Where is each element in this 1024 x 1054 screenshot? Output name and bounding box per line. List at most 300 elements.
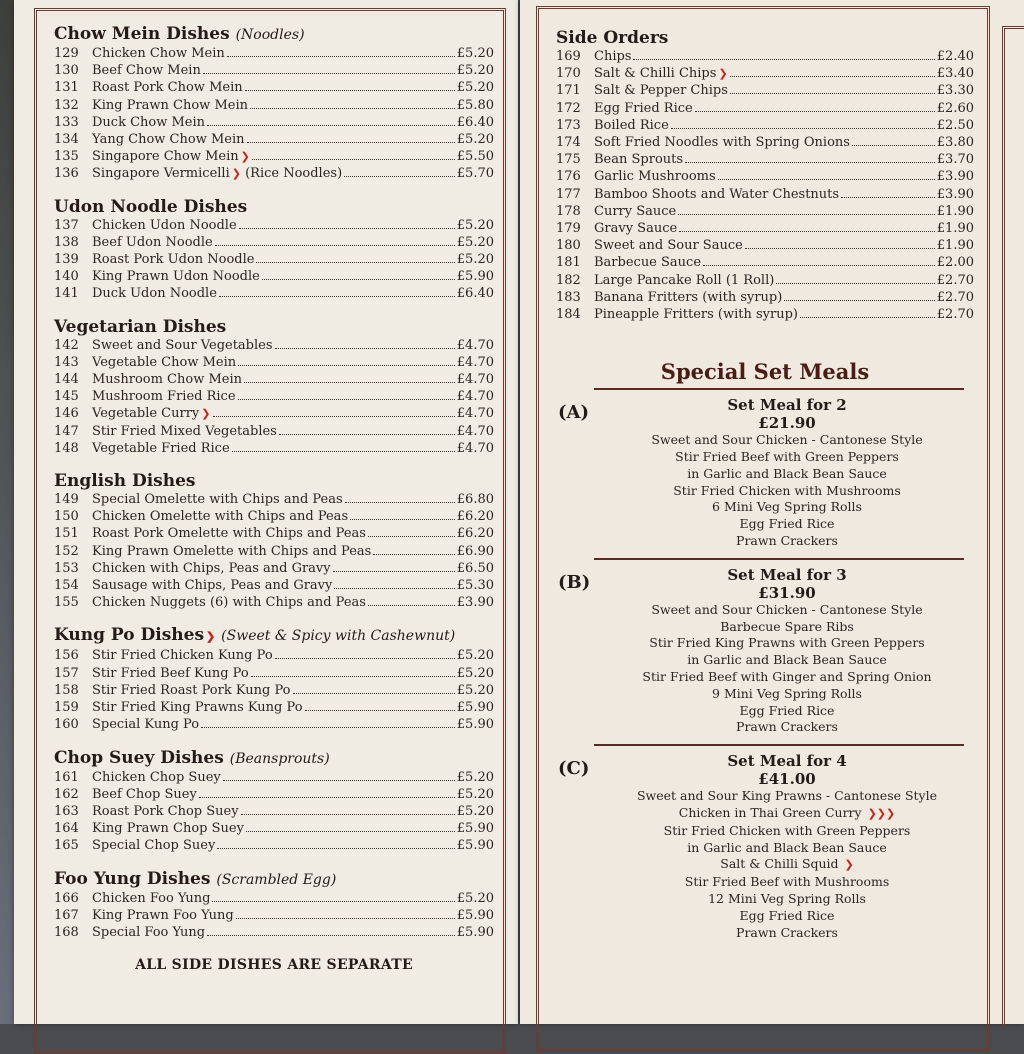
item-price: £5.90 (456, 700, 494, 716)
item-price: £4.70 (456, 406, 494, 422)
menu-item (556, 254, 974, 271)
item-number: 182 (556, 272, 581, 288)
section-title: Vegetarian Dishes (54, 316, 227, 337)
item-name: Curry Sauce (594, 203, 677, 219)
item-price: £3.70 (936, 152, 974, 168)
leader-dots (236, 918, 455, 919)
set-meal-line: Salt & Chilli Squid ❯ (720, 856, 854, 872)
item-name: Barbecue Sauce (594, 255, 702, 271)
set-meal-line: in Garlic and Black Bean Sauce (687, 839, 887, 855)
item-price: £5.20 (456, 890, 494, 906)
chili-icon: ❯ (206, 630, 216, 644)
menu-item (54, 803, 494, 820)
item-name: Chicken Udon Noodle (92, 217, 237, 233)
section-title: Udon Noodle Dishes (54, 196, 248, 217)
item-name: Special Chop Suey (92, 838, 216, 854)
right-column (556, 28, 974, 949)
leader-dots (227, 56, 455, 57)
set-meal-line: in Garlic and Black Bean Sauce (687, 652, 887, 668)
item-number: 184 (556, 307, 581, 323)
leader-dots (215, 245, 455, 246)
section-subtitle: (Beansprouts) (229, 750, 330, 767)
menu-item (54, 285, 494, 302)
item-price: £5.20 (456, 682, 494, 698)
menu-item (54, 337, 494, 354)
set-meal (556, 566, 974, 736)
item-name: Duck Chow Mein (92, 114, 206, 130)
item-number: 159 (54, 700, 79, 716)
item-number: 138 (54, 234, 79, 250)
special-set-meals-title: Special Set Meals (660, 359, 870, 385)
menu-item (54, 97, 494, 114)
item-price: £5.20 (456, 80, 494, 96)
menu-section (54, 24, 494, 183)
leader-dots (203, 73, 455, 74)
set-meal-letter: (C) (558, 758, 590, 780)
menu-item (556, 220, 974, 237)
leader-dots (293, 693, 455, 694)
item-price: £5.90 (456, 821, 494, 837)
item-number: 147 (54, 423, 79, 439)
item-name: Beef Udon Noodle (92, 234, 213, 250)
item-price: £5.20 (456, 234, 494, 250)
item-number: 158 (54, 682, 79, 698)
item-price: £2.50 (936, 117, 974, 133)
leader-dots (305, 710, 455, 711)
menu-item (556, 100, 974, 117)
set-meal-price: £41.00 (758, 770, 816, 789)
menu-item (54, 508, 494, 525)
item-price: £3.90 (456, 595, 494, 611)
item-price: £6.80 (456, 492, 494, 508)
menu-item (54, 405, 494, 422)
menu-section (54, 748, 494, 855)
item-name: Yang Chow Chow Mein (92, 132, 245, 148)
item-name: Salt & Pepper Chips (594, 83, 728, 99)
item-number: 176 (556, 169, 581, 185)
set-meal-line: Egg Fried Rice (739, 516, 835, 532)
item-price: £2.60 (936, 100, 974, 116)
item-name: Bean Sprouts (594, 152, 684, 168)
item-name: Special Foo Yung (92, 924, 206, 940)
leader-dots (784, 300, 934, 301)
leader-dots (334, 588, 454, 589)
menu-item (54, 837, 494, 854)
item-name: Beef Chop Suey (92, 786, 197, 802)
item-name: Bamboo Shoots and Water Chestnuts (594, 186, 840, 202)
menu-item (556, 117, 974, 134)
menu-item (54, 354, 494, 371)
section-title: Chop Suey Dishes (Beansprouts) (54, 747, 330, 768)
menu-section (54, 869, 494, 942)
leader-dots (368, 605, 455, 606)
menu-item (54, 665, 494, 682)
item-number: 174 (556, 135, 581, 151)
item-price: £3.30 (936, 83, 974, 99)
item-name: Vegetable Fried Rice (92, 440, 230, 456)
set-meal-line: Stir Fried King Prawns with Green Peppers (649, 635, 925, 651)
item-name: Sweet and Sour Sauce (594, 238, 743, 254)
leader-dots (238, 399, 455, 400)
item-number: 131 (54, 80, 79, 96)
item-number: 134 (54, 132, 79, 148)
menu-section (54, 317, 494, 457)
item-price: £4.70 (456, 440, 494, 456)
item-name: Singapore Chow Mein ❯ (92, 149, 250, 165)
set-meal-line: Sweet and Sour Chicken - Cantonese Style (651, 601, 923, 617)
item-price: £6.20 (456, 526, 494, 542)
item-number: 142 (54, 337, 79, 353)
item-price: £5.90 (456, 924, 494, 940)
item-number: 163 (54, 803, 79, 819)
item-name: Singapore Vermicelli ❯ (Rice Noodles) (92, 166, 343, 182)
leader-dots (841, 197, 935, 198)
item-number: 165 (54, 838, 79, 854)
leader-dots (246, 831, 455, 832)
item-name: Large Pancake Roll (1 Roll) (594, 272, 775, 288)
leader-dots (852, 145, 935, 146)
item-price: £6.40 (456, 286, 494, 302)
item-number: 152 (54, 543, 79, 559)
item-number: 144 (54, 372, 79, 388)
menu-item (54, 577, 494, 594)
chili-icon: ❯❯❯ (867, 807, 896, 820)
item-name: Roast Pork Chop Suey (92, 803, 239, 819)
item-price: £3.90 (936, 186, 974, 202)
item-price: £4.70 (456, 337, 494, 353)
menu-item (54, 234, 494, 251)
leader-dots (219, 296, 455, 297)
menu-item (556, 48, 974, 65)
menu-item (54, 148, 494, 165)
leader-dots (256, 262, 454, 263)
menu-item (54, 79, 494, 96)
item-name: Boiled Rice (594, 117, 669, 133)
leader-dots (800, 317, 935, 318)
menu-item (54, 716, 494, 733)
item-number: 149 (54, 492, 79, 508)
set-meal-line: Stir Fried Beef with Ginger and Spring Onion (642, 669, 932, 685)
menu-item (556, 151, 974, 168)
menu-item (556, 306, 974, 323)
item-price: £2.40 (936, 49, 974, 64)
set-meal-line: Stir Fried Beef with Mushrooms (684, 874, 890, 890)
menu-page-right (520, 0, 1024, 1024)
item-number: 180 (556, 238, 581, 254)
leader-dots (730, 93, 935, 94)
item-name: Mushroom Chow Mein (92, 372, 242, 388)
leader-dots (685, 162, 935, 163)
divider (594, 558, 964, 560)
item-price: £5.90 (456, 907, 494, 923)
item-number: 148 (54, 440, 79, 456)
leader-dots (241, 814, 455, 815)
set-meal-name: Set Meal for 3 (727, 565, 847, 584)
leader-dots (212, 901, 454, 902)
item-price: £4.70 (456, 423, 494, 439)
set-meal-line: Stir Fried Beef with Green Peppers (675, 449, 899, 465)
leader-dots (279, 434, 455, 435)
item-name: Chicken Nuggets (6) with Chips and Peas (92, 595, 366, 611)
set-meal-body (600, 566, 974, 736)
item-number: 166 (54, 890, 79, 906)
section-subtitle: (Sweet & Spicy with Cashewnut) (221, 628, 456, 645)
item-price: £2.70 (936, 289, 974, 305)
chili-icon: ❯ (231, 167, 241, 181)
leader-dots (213, 416, 455, 417)
menu-item (54, 543, 494, 560)
menu-item (54, 682, 494, 699)
menu-item (54, 560, 494, 577)
item-name: Roast Pork Omelette with Chips and Peas (92, 526, 366, 542)
item-number: 151 (54, 526, 79, 542)
section-subtitle: (Scrambled Egg) (216, 871, 337, 888)
leader-dots (199, 797, 455, 798)
leader-dots (345, 502, 455, 503)
leader-dots (333, 571, 455, 572)
menu-item (556, 237, 974, 254)
section-title: English Dishes (54, 471, 196, 492)
set-meal-line: in Garlic and Black Bean Sauce (687, 465, 887, 481)
menu-item (556, 186, 974, 203)
menu-item (54, 251, 494, 268)
item-name: Beef Chow Mein (92, 63, 201, 79)
item-number: 183 (556, 289, 581, 305)
set-meal-line: Barbecue Spare Ribs (720, 618, 854, 634)
item-name: Chicken Chop Suey (92, 769, 221, 785)
menu-page-left (14, 0, 518, 1024)
divider (594, 744, 964, 746)
leader-dots (344, 176, 455, 177)
leader-dots (275, 348, 455, 349)
item-number: 130 (54, 63, 79, 79)
item-number: 139 (54, 252, 79, 268)
menu-section (54, 471, 494, 611)
menu-item (54, 820, 494, 837)
set-meal-line: Sweet and Sour Chicken - Cantonese Style (651, 432, 923, 448)
section-title: Side Orders (556, 28, 669, 48)
menu-item (556, 272, 974, 289)
item-number: 150 (54, 509, 79, 525)
leader-dots (373, 554, 454, 555)
item-price: £2.70 (936, 272, 974, 288)
set-meal-line: Chicken in Thai Green Curry ❯❯❯ (678, 805, 896, 820)
leader-dots (223, 780, 455, 781)
set-meal (556, 752, 974, 941)
set-meal-body (600, 396, 974, 550)
item-name: Vegetable Chow Mein (92, 354, 237, 370)
divider (594, 388, 964, 390)
menu-item (54, 769, 494, 786)
item-number: 129 (54, 46, 79, 61)
item-price: £5.20 (456, 803, 494, 819)
section-title: Chow Mein Dishes (Noodles) (54, 24, 305, 44)
item-number: 167 (54, 907, 79, 923)
menu-item (54, 371, 494, 388)
item-name: Soft Fried Noodles with Spring Onions (594, 135, 850, 151)
item-price: £5.20 (456, 46, 494, 61)
item-name: Chicken Chow Mein (92, 46, 225, 61)
chili-icon: ❯ (844, 858, 854, 872)
leader-dots (250, 108, 455, 109)
item-name: Banana Fritters (with syrup) (594, 289, 783, 305)
item-number: 153 (54, 560, 79, 576)
leader-dots (695, 111, 935, 112)
menu-item (54, 114, 494, 131)
menu-item (556, 203, 974, 220)
leader-dots (350, 519, 455, 520)
item-price: £6.20 (456, 509, 494, 525)
menu-item (54, 423, 494, 440)
menu-item (54, 594, 494, 611)
leader-dots (671, 128, 935, 129)
item-name: Duck Udon Noodle (92, 286, 217, 302)
leader-dots (730, 76, 935, 77)
menu-item (54, 525, 494, 542)
item-price: £2.70 (936, 307, 974, 323)
item-number: 146 (54, 406, 79, 422)
item-number: 173 (556, 117, 581, 133)
item-name: Salt & Chilli Chips ❯ (594, 66, 728, 82)
leader-dots (207, 125, 455, 126)
item-name: Sausage with Chips, Peas and Gravy (92, 578, 333, 594)
menu-item (54, 388, 494, 405)
section-subtitle: (Noodles) (235, 27, 305, 43)
item-price: £5.90 (456, 717, 494, 733)
item-number: 178 (556, 203, 581, 219)
item-number: 145 (54, 389, 79, 405)
menu-item (54, 907, 494, 924)
side-dishes-note: ALL SIDE DISHES ARE SEPARATE (135, 957, 413, 974)
item-name: Garlic Mushrooms (594, 169, 716, 185)
side-orders-section (556, 28, 974, 323)
leader-dots (217, 848, 454, 849)
leader-dots (368, 536, 455, 537)
item-number: 172 (556, 100, 581, 116)
set-meal (556, 396, 974, 550)
set-meal-line: Egg Fried Rice (739, 702, 835, 718)
item-name: Stir Fried Mixed Vegetables (92, 423, 277, 439)
set-meal-line: Prawn Crackers (736, 924, 838, 940)
set-meal-body (600, 752, 974, 941)
menu-item (556, 168, 974, 185)
item-price: £5.20 (456, 132, 494, 148)
set-meal-line: Sweet and Sour King Prawns - Cantonese Style (636, 788, 938, 804)
item-name: Special Omelette with Chips and Peas (92, 492, 343, 508)
item-name: Stir Fried Roast Pork Kung Po (92, 682, 291, 698)
item-number: 135 (54, 149, 79, 165)
leader-dots (247, 142, 455, 143)
item-name: King Prawn Udon Noodle (92, 269, 260, 285)
set-meal-line: Prawn Crackers (736, 533, 838, 549)
set-meal-letter: (A) (558, 402, 589, 424)
leader-dots (262, 279, 455, 280)
item-name: Chicken with Chips, Peas and Gravy (92, 560, 331, 576)
leader-dots (245, 90, 455, 91)
left-column (54, 24, 494, 973)
leader-dots (232, 451, 455, 452)
item-price: £5.20 (456, 665, 494, 681)
item-number: 141 (54, 286, 79, 302)
set-meal-price: £31.90 (758, 583, 816, 602)
set-meal-letter: (B) (558, 571, 591, 593)
item-number: 154 (54, 578, 79, 594)
set-meal-line: Egg Fried Rice (739, 907, 835, 923)
item-number: 171 (556, 83, 581, 99)
item-number: 140 (54, 269, 79, 285)
item-number: 181 (556, 255, 581, 271)
item-name: Roast Pork Udon Noodle (92, 252, 255, 268)
item-price: £6.50 (456, 560, 494, 576)
item-number: 132 (54, 97, 79, 113)
item-number: 137 (54, 217, 79, 233)
item-price: £5.20 (456, 63, 494, 79)
item-price: £5.20 (456, 769, 494, 785)
item-price: £5.90 (456, 838, 494, 854)
menu-item (54, 699, 494, 716)
item-name: King Prawn Chop Suey (92, 821, 244, 837)
item-name: Chips (594, 49, 632, 64)
leader-dots (252, 159, 455, 160)
item-number: 156 (54, 648, 79, 664)
item-number: 179 (556, 221, 581, 237)
item-price: £5.80 (456, 97, 494, 113)
item-price: £3.90 (936, 169, 974, 185)
item-price: £1.90 (936, 238, 974, 254)
item-price: £3.40 (936, 66, 974, 82)
set-meal-line: 6 Mini Veg Spring Rolls (712, 499, 862, 515)
menu-item (556, 134, 974, 151)
item-number: 164 (54, 821, 79, 837)
menu-item (54, 217, 494, 234)
item-price: £5.70 (456, 166, 494, 182)
item-name: Pineapple Fritters (with syrup) (594, 307, 798, 323)
leader-dots (251, 676, 455, 677)
item-name: Chicken Omelette with Chips and Peas (92, 509, 349, 525)
menu-item (54, 890, 494, 907)
set-meal-line: 12 Mini Veg Spring Rolls (708, 890, 866, 906)
item-price: £5.20 (456, 252, 494, 268)
item-price: £5.20 (456, 217, 494, 233)
menu-item (54, 62, 494, 79)
leader-dots (718, 179, 935, 180)
item-name: King Prawn Omelette with Chips and Peas (92, 543, 372, 559)
leader-dots (275, 658, 455, 659)
chili-icon: ❯ (201, 407, 211, 421)
item-name: Stir Fried Chicken Kung Po (92, 648, 273, 664)
set-meal-line: Prawn Crackers (736, 719, 838, 735)
menu-item (556, 65, 974, 82)
item-name: Special Kung Po (92, 717, 200, 733)
set-meal-name: Set Meal for 4 (727, 752, 847, 771)
set-meal-line: Stir Fried Chicken with Mushrooms (673, 482, 901, 498)
item-name: Chicken Foo Yung (92, 890, 211, 906)
item-name: Egg Fried Rice (594, 100, 693, 116)
leader-dots (678, 214, 935, 215)
item-number: 177 (556, 186, 581, 202)
item-number: 157 (54, 665, 79, 681)
menu-item (54, 924, 494, 941)
item-number: 160 (54, 717, 79, 733)
chili-icon: ❯ (240, 150, 250, 164)
item-price: £5.50 (456, 149, 494, 165)
item-number: 170 (556, 66, 581, 82)
set-meal-price: £21.90 (758, 414, 816, 433)
leader-dots (201, 727, 455, 728)
section-title: Foo Yung Dishes (Scrambled Egg) (54, 868, 337, 889)
item-price: £6.90 (456, 543, 494, 559)
item-price: £2.00 (936, 255, 974, 271)
